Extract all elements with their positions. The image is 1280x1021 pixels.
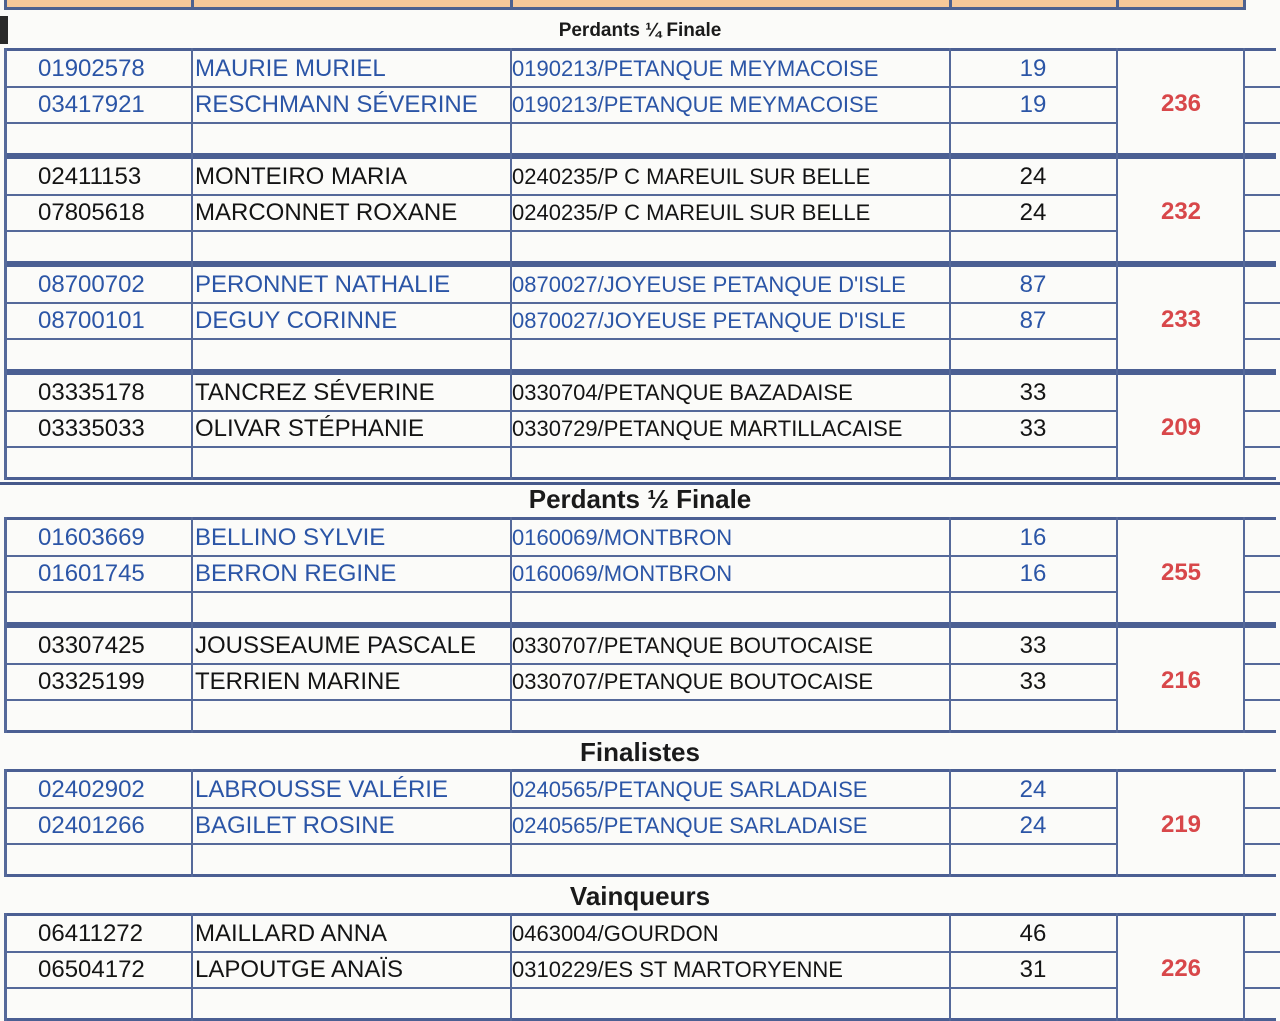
grid-vline xyxy=(949,264,951,372)
player-name: MONTEIRO MARIA xyxy=(195,163,408,190)
club-name: 0240565/PETANQUE SARLADAISE xyxy=(512,813,868,838)
header-cell xyxy=(4,0,194,10)
grid-vline xyxy=(1243,913,1245,1021)
club-name: 0330704/PETANQUE BAZADAISE xyxy=(512,380,853,405)
grid-vline xyxy=(949,625,951,733)
team-block xyxy=(0,517,1280,625)
license-number: 03335178 xyxy=(38,379,145,406)
player-name: TERRIEN MARINE xyxy=(195,668,401,695)
grid-vline xyxy=(191,372,193,480)
player-name: RESCHMANN SÉVERINE xyxy=(195,91,478,118)
player-name: MAILLARD ANNA xyxy=(195,920,388,947)
club-name: 0240235/P C MAREUIL SUR BELLE xyxy=(512,200,871,225)
department-number: 46 xyxy=(1019,920,1047,947)
license-number: 08700101 xyxy=(38,307,145,334)
license-number: 03325199 xyxy=(38,668,145,695)
department-number: 24 xyxy=(1019,776,1047,803)
grid-vline xyxy=(1116,625,1118,733)
team-score: 209 xyxy=(1160,414,1202,441)
grid-vline xyxy=(191,156,193,264)
team-block xyxy=(0,769,1280,877)
grid-vline xyxy=(1116,48,1118,156)
license-number: 08700702 xyxy=(38,271,145,298)
team-score: 233 xyxy=(1160,306,1202,333)
section-title-finalists: Finalistes xyxy=(580,737,700,767)
license-number: 01601745 xyxy=(38,560,145,587)
grid-vline xyxy=(949,769,951,877)
department-number: 24 xyxy=(1019,163,1047,190)
grid-vline xyxy=(1243,625,1245,733)
player-name: BELLINO SYLVIE xyxy=(195,524,386,551)
player-name: BAGILET ROSINE xyxy=(195,812,395,839)
department-number: 31 xyxy=(1019,956,1047,983)
club-name: 0160069/MONTBRON xyxy=(512,525,733,550)
club-name: 0160069/MONTBRON xyxy=(512,561,733,586)
grid-hline xyxy=(1243,302,1280,304)
grid-hline xyxy=(1243,86,1280,88)
grid-vline xyxy=(1243,48,1245,156)
player-name: TANCREZ SÉVERINE xyxy=(195,379,435,406)
grid-vline xyxy=(949,372,951,480)
team-score: 219 xyxy=(1160,811,1202,838)
grid-vline xyxy=(4,48,7,156)
grid-vline xyxy=(4,264,7,372)
department-number: 19 xyxy=(1019,91,1047,118)
team-block xyxy=(0,913,1280,1021)
grid-vline xyxy=(1116,372,1118,480)
department-number: 24 xyxy=(1019,199,1047,226)
department-number: 24 xyxy=(1019,812,1047,839)
department-number: 87 xyxy=(1019,307,1047,334)
grid-vline xyxy=(1243,769,1245,877)
license-number: 07805618 xyxy=(38,199,145,226)
grid-hline xyxy=(1243,122,1280,124)
header-cell xyxy=(1116,0,1246,10)
club-name: 0240565/PETANQUE SARLADAISE xyxy=(512,777,868,802)
player-name: LABROUSSE VALÉRIE xyxy=(195,776,448,803)
section-title-winners: Vainqueurs xyxy=(569,881,711,911)
license-number: 03417921 xyxy=(38,91,145,118)
grid-hline xyxy=(1243,194,1280,196)
grid-hline xyxy=(1243,555,1280,557)
grid-hline xyxy=(1243,807,1280,809)
team-score: 255 xyxy=(1160,559,1202,586)
header-cell xyxy=(510,0,952,10)
header-cell xyxy=(191,0,513,10)
grid-vline xyxy=(191,913,193,1021)
license-number: 02401266 xyxy=(38,812,145,839)
club-name: 0870027/JOYEUSE PETANQUE D'ISLE xyxy=(512,272,906,297)
department-number: 33 xyxy=(1019,415,1047,442)
player-name: MAURIE MURIEL xyxy=(195,55,386,82)
team-score: 232 xyxy=(1160,198,1202,225)
header-row-fragment xyxy=(0,0,1280,14)
club-name: 0330707/PETANQUE BOUTOCAISE xyxy=(512,633,874,658)
grid-hline xyxy=(1243,591,1280,593)
license-number: 01603669 xyxy=(38,524,145,551)
team-block xyxy=(0,48,1280,156)
section-title-semi: Perdants ½ Finale xyxy=(528,484,752,514)
grid-vline xyxy=(4,625,7,733)
grid-hline xyxy=(1243,410,1280,412)
grid-vline xyxy=(1243,517,1245,625)
grid-vline xyxy=(191,625,193,733)
license-number: 02411153 xyxy=(38,163,142,190)
grid-vline xyxy=(1116,517,1118,625)
player-name: PERONNET NATHALIE xyxy=(195,271,451,298)
team-score: 226 xyxy=(1160,955,1202,982)
grid-vline xyxy=(1116,913,1118,1021)
grid-hline xyxy=(1243,843,1280,845)
team-block xyxy=(0,264,1280,372)
grid-vline xyxy=(4,769,7,877)
header-cell xyxy=(949,0,1119,10)
grid-hline xyxy=(1243,987,1280,989)
grid-vline xyxy=(1116,156,1118,264)
player-name: OLIVAR STÉPHANIE xyxy=(195,415,424,442)
grid-vline xyxy=(1243,156,1245,264)
grid-vline xyxy=(191,264,193,372)
team-score: 216 xyxy=(1160,667,1202,694)
club-name: 0330729/PETANQUE MARTILLACAISE xyxy=(512,416,903,441)
grid-vline xyxy=(949,913,951,1021)
grid-vline xyxy=(4,156,7,264)
license-number: 03307425 xyxy=(38,632,145,659)
grid-vline xyxy=(4,372,7,480)
player-name: JOUSSEAUME PASCALE xyxy=(195,632,476,659)
grid-vline xyxy=(1243,264,1245,372)
grid-vline xyxy=(949,48,951,156)
department-number: 19 xyxy=(1019,55,1047,82)
section-title-quarter: Perdants ¼ Finale xyxy=(558,20,722,41)
team-score: 236 xyxy=(1160,90,1202,117)
grid-vline xyxy=(949,517,951,625)
license-number: 01902578 xyxy=(38,55,145,82)
club-name: 0870027/JOYEUSE PETANQUE D'ISLE xyxy=(512,308,906,333)
team-block xyxy=(0,372,1280,480)
license-number: 03335033 xyxy=(38,415,145,442)
club-name: 0240235/P C MAREUIL SUR BELLE xyxy=(512,164,871,189)
department-number: 33 xyxy=(1019,632,1047,659)
grid-vline xyxy=(949,156,951,264)
player-name: MARCONNET ROXANE xyxy=(195,199,458,226)
grid-hline xyxy=(1243,446,1280,448)
license-number: 06411272 xyxy=(38,920,143,947)
license-number: 02402902 xyxy=(38,776,145,803)
grid-vline xyxy=(1116,769,1118,877)
club-name: 0310229/ES ST MARTORYENNE xyxy=(512,957,843,982)
grid-hline xyxy=(1243,663,1280,665)
grid-hline xyxy=(1243,951,1280,953)
club-name: 0463004/GOURDON xyxy=(512,921,719,946)
grid-vline xyxy=(1116,264,1118,372)
club-name: 0330707/PETANQUE BOUTOCAISE xyxy=(512,669,874,694)
grid-vline xyxy=(1243,372,1245,480)
team-block xyxy=(0,156,1280,264)
grid-vline xyxy=(191,769,193,877)
player-name: BERRON REGINE xyxy=(195,560,397,587)
club-name: 0190213/PETANQUE MEYMACOISE xyxy=(512,92,879,117)
grid-vline xyxy=(4,913,7,1021)
player-name: DEGUY CORINNE xyxy=(195,307,398,334)
department-number: 16 xyxy=(1019,524,1047,551)
grid-vline xyxy=(4,517,7,625)
license-number: 06504172 xyxy=(38,956,145,983)
grid-hline xyxy=(1243,230,1280,232)
club-name: 0190213/PETANQUE MEYMACOISE xyxy=(512,56,879,81)
department-number: 33 xyxy=(1019,668,1047,695)
player-name: LAPOUTGE ANAÏS xyxy=(195,956,404,983)
department-number: 33 xyxy=(1019,379,1047,406)
grid-vline xyxy=(191,48,193,156)
department-number: 87 xyxy=(1019,271,1047,298)
department-number: 16 xyxy=(1019,560,1047,587)
grid-hline xyxy=(1243,699,1280,701)
grid-hline xyxy=(1243,338,1280,340)
grid-vline xyxy=(191,517,193,625)
team-block xyxy=(0,625,1280,733)
